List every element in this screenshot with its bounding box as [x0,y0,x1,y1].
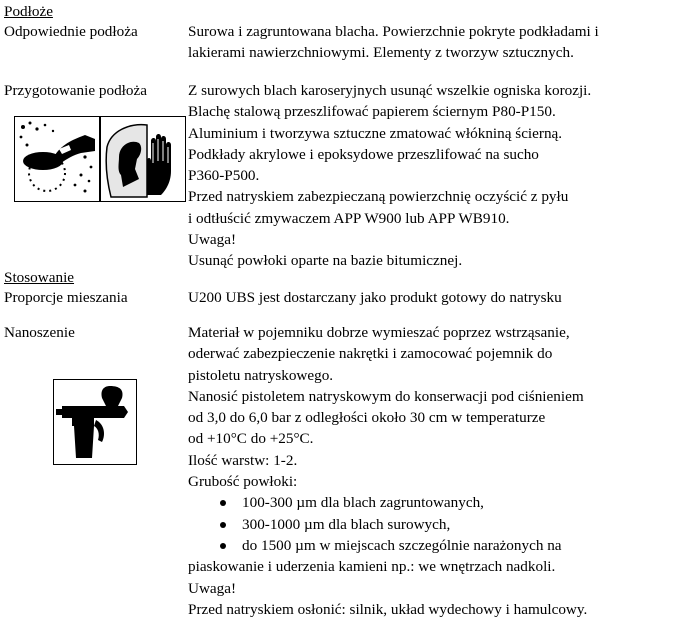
text-line: Surowa i zagruntowana blacha. Powierzchnie pokryte podkładami i [188,23,599,40]
section-heading-substrate: Podłoże [4,3,53,20]
text-line: lakierami nawierzchniowymi. Elementy z tworzyw sztucznych. [188,44,574,62]
text-line: oderwać zabezpieczenie nakrętki i zamocować pojemnik do [188,345,553,363]
label-application: Nanoszenie [4,324,75,341]
protective-glove-icon [100,116,186,202]
text-line: od +10°C do +25°C. [188,430,314,448]
text-line: Blachę stalową przeszlifować papierem ściernym P80-P150. [188,103,556,121]
grinder-icon [14,116,100,202]
text-line: Przed natryskiem zabezpieczaną powierzchnię oczyścić z pyłu [188,188,569,206]
text-line: i odtłuścić zmywaczem APP W900 lub APP WB910. [188,209,510,227]
warning-text: Przed natryskiem osłonić: silnik, układ wydechowy i hamulcowy. [188,600,588,618]
list-item-continuation: piaskowanie i uderzenia kamieni np.: we wnętrzach nadkoli. [188,558,556,576]
text-line: Ilość warstw: 1-2. [188,451,298,469]
text-line: Grubość powłoki: [188,473,298,491]
text-line: Nanosić pistoletem natryskowym do konserwacji pod ciśnieniem [188,387,584,405]
label-mixing-ratio: Proporcje mieszania [4,289,128,306]
text-line: Usunąć powłoki oparte na bazie bitumicznej. [188,252,463,270]
application-text [188,322,684,620]
substrate-preparation-text [188,80,684,272]
text-line: Podkłady akrylowe i epoksydowe przeszlifować na sucho [188,145,539,163]
label-suitable-substrates: Odpowiednie podłoża [4,23,138,40]
text-line: Materiał w pojemniku dobrze wymieszać poprzez wstrząsanie, [188,324,570,341]
suitable-substrates-text [188,21,684,64]
text-line: pistoletu natryskowego. [188,366,334,384]
text-line: U200 UBS jest dostarczany jako produkt gotowy do natrysku [188,289,562,306]
list-item: do 1500 µm w miejscach szczególnie narażonych na [188,535,684,556]
label-substrate-preparation: Przygotowanie podłoża [4,82,147,99]
coating-thickness-list [188,492,684,556]
warning-title: Uwaga! [188,579,237,597]
text-line: Z surowych blach karoseryjnych usunąć wszelkie ogniska korozji. [188,82,592,99]
text-line: Uwaga! [188,231,237,249]
text-line: od 3,0 do 6,0 bar z odległości około 30 cm w temperaturze [188,409,546,427]
spray-gun-icon [53,379,137,465]
section-heading-usage: Stosowanie [4,269,75,286]
list-item: 100-300 µm dla blach zagruntowanych, [188,492,684,513]
text-line: P360-P500. [188,167,260,185]
list-item: 300-1000 µm dla blach surowych, [188,514,684,535]
mixing-ratio-text [188,287,684,308]
text-line: Aluminium i tworzywa sztuczne zmatować włókniną ścierną. [188,124,563,142]
